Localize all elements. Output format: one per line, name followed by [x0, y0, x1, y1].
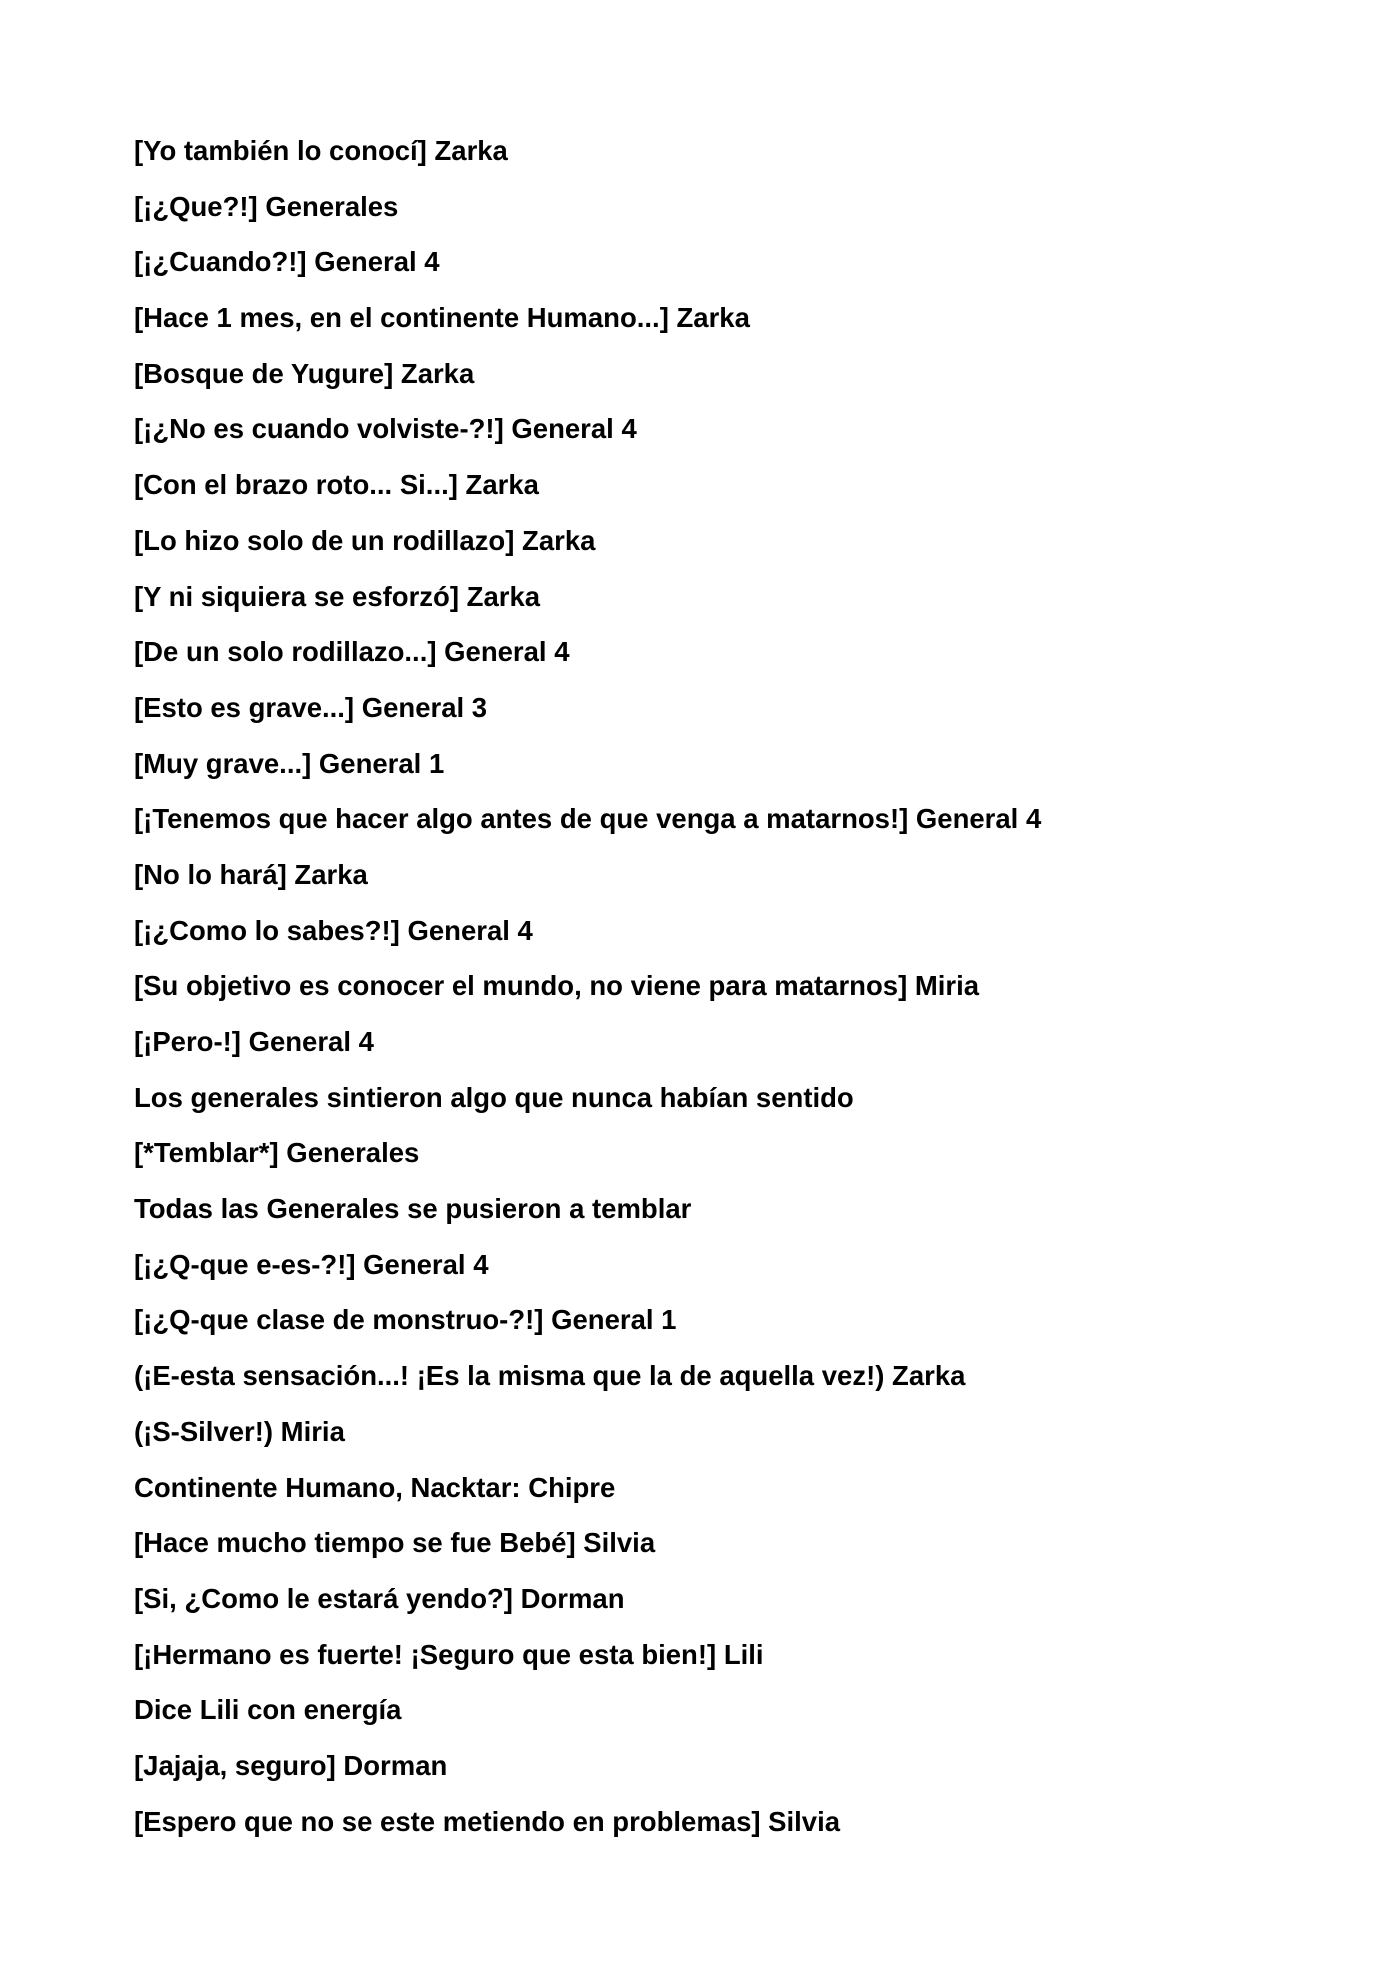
dialogue-line: [¡¿Q-que clase de monstruo-?!] General 1	[134, 1304, 677, 1336]
scene-heading: Continente Humano, Nacktar: Chipre	[134, 1471, 616, 1503]
narration-line: Los generales sintieron algo que nunca habían sentido	[134, 1081, 854, 1113]
dialogue-line: [Con el brazo roto... Si...] Zarka	[134, 469, 539, 501]
dialogue-line: [Y ni siquiera se esforzó] Zarka	[134, 580, 541, 612]
dialogue-line: [¡¿Cuando?!] General 4	[134, 246, 440, 278]
dialogue-line: [Jajaja, seguro] Dorman	[134, 1749, 448, 1781]
dialogue-line: [Hace mucho tiempo se fue Bebé] Silvia	[134, 1527, 656, 1559]
dialogue-line: [Muy grave...] General 1	[134, 747, 445, 779]
dialogue-line: [¡Tenemos que hacer algo antes de que venga a matarnos!] General 4	[134, 803, 1042, 835]
dialogue-line: [Su objetivo es conocer el mundo, no viene para matarnos] Miria	[134, 970, 980, 1002]
narration-line: Dice Lili con energía	[134, 1694, 402, 1726]
dialogue-line: [¡¿Que?!] Generales	[134, 190, 399, 222]
dialogue-line: [Yo también lo conocí] Zarka	[134, 135, 508, 166]
dialogue-line: [De un solo rodillazo...] General 4	[134, 636, 570, 668]
dialogue-line: [¡¿Como lo sabes?!] General 4	[134, 914, 533, 946]
dialogue-line: [*Temblar*] Generales	[134, 1137, 420, 1169]
dialogue-line: [Si, ¿Como le estará yendo?] Dorman	[134, 1582, 625, 1614]
dialogue-line: [¡Hermano es fuerte! ¡Seguro que esta bien!] Lili	[134, 1638, 764, 1670]
dialogue-line: [No lo hará] Zarka	[134, 858, 368, 890]
thought-line: (¡S-Silver!) Miria	[134, 1415, 345, 1447]
dialogue-line: [Espero que no se este metiendo en problemas] Silvia	[134, 1805, 841, 1837]
thought-line: (¡E-esta sensación...! ¡Es la misma que la de aquella vez!) Zarka	[134, 1360, 966, 1392]
dialogue-line: [¡¿Q-que e-es-?!] General 4	[134, 1248, 489, 1280]
narration-line: Todas las Generales se pusieron a temblar	[134, 1193, 692, 1225]
dialogue-lines	[134, 126, 1314, 1852]
dialogue-line: [¡Pero-!] General 4	[134, 1026, 374, 1057]
dialogue-line: [Esto es grave...] General 3	[134, 691, 488, 723]
dialogue-line: [¡¿No es cuando volviste-?!] General 4	[134, 413, 637, 445]
dialogue-line: [Hace 1 mes, en el continente Humano...] Zarka	[134, 302, 750, 334]
dialogue-line: [Lo hizo solo de un rodillazo] Zarka	[134, 524, 596, 556]
dialogue-line: [Bosque de Yugure] Zarka	[134, 357, 475, 389]
